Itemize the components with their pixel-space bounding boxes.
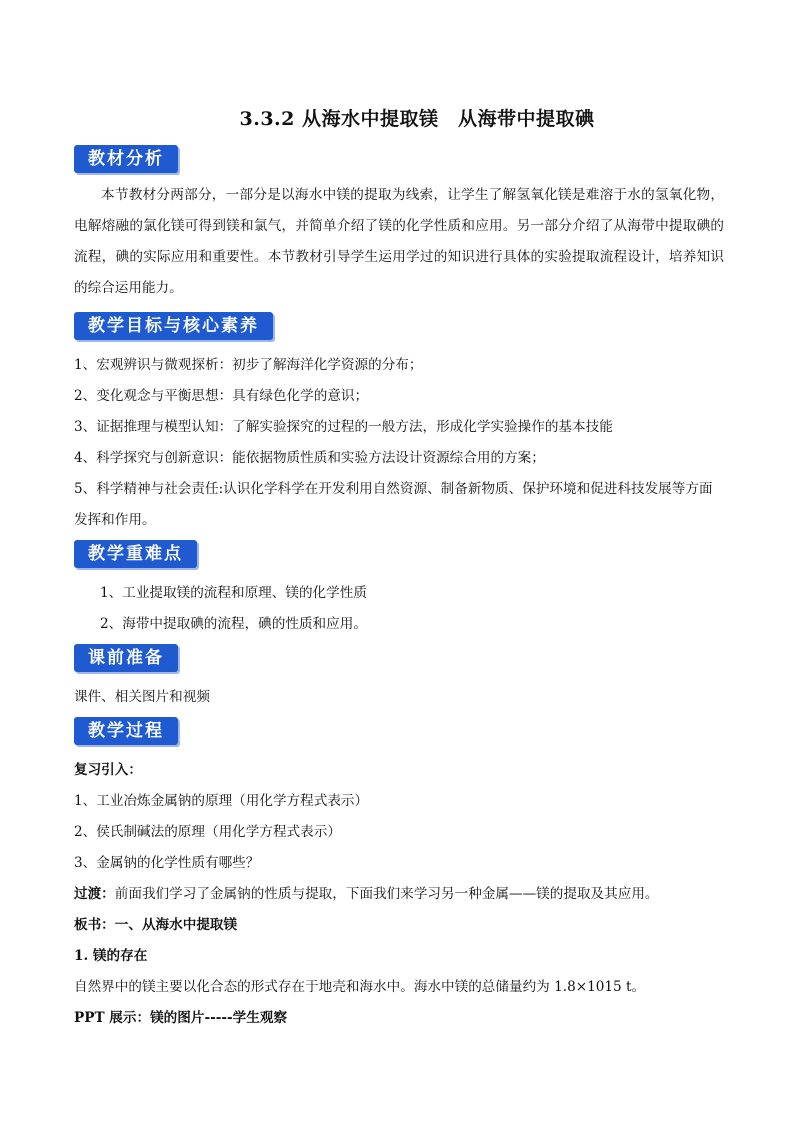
keypoint-item-1: 1、工业提取镁的流程和原理、镁的化学性质 bbox=[100, 585, 367, 601]
ppt-label: PPT 展示：镁的图片-----学生观察 bbox=[74, 1010, 288, 1026]
section-heading-goals: 教学目标与核心素养 bbox=[74, 312, 273, 340]
goal-item-2: 2、变化观念与平衡思想：具有绿色化学的意识； bbox=[74, 388, 369, 404]
goal-item-5-cont: 发挥和作用。 bbox=[74, 512, 156, 528]
document-title: 3.3.2 从海水中提取镁 从海带中提取碘 bbox=[239, 108, 595, 130]
transition-line bbox=[74, 882, 734, 902]
goal-item-3: 3、证据推理与模型认知：了解实验探究的过程的一般方法，形成化学实验操作的基本技能 bbox=[74, 419, 613, 435]
transition-label: 过渡： bbox=[74, 886, 115, 902]
section-heading-process: 教学过程 bbox=[74, 717, 178, 745]
transition-text: 前面我们学习了金属钠的性质与提取，下面我们来学习另一种金属——镁的提取及其应用。 bbox=[114, 886, 659, 902]
prep-text: 课件、相关图片和视频 bbox=[74, 689, 210, 705]
review-item-1: 1、工业冶炼金属钠的原理（用化学方程式表示） bbox=[74, 793, 369, 809]
board-label: 板书：一、从海水中提取镁 bbox=[74, 917, 238, 933]
review-label: 复习引入： bbox=[74, 762, 142, 778]
review-item-2: 2、侯氏制碱法的原理（用化学方程式表示） bbox=[74, 824, 341, 840]
section-heading-keypoints: 教学重难点 bbox=[74, 540, 197, 568]
analysis-paragraph: 本节教材分两部分，一部分是以海水中镁的提取为线索，让学生了解氢氧化镁是难溶于水的氢氧化物，电解熔融的氯化镁可得到镁和氯气，并简单介绍了镁的化学性质和应用。另一部分介绍了从海带中提取碘的流程，碘的实际应用和重要性。本节教材引导学生运用学过的知识进行具体的实验提取流程设计，培养知识的综合运用能力。 bbox=[74, 187, 724, 296]
review-item-3: 3、金属钠的化学性质有哪些？ bbox=[74, 855, 260, 871]
section-heading-prep: 课前准备 bbox=[74, 644, 178, 672]
existence-text: 自然界中的镁主要以化合态的形式存在于地壳和海水中。海水中镁的总储量约为 1.8×1015 t。 bbox=[74, 979, 646, 995]
keypoint-item-2: 2、海带中提取碘的流程，碘的性质和应用。 bbox=[100, 616, 367, 632]
section-heading-analysis: 教材分析 bbox=[74, 145, 178, 173]
goal-item-5: 5、科学精神与社会责任:认识化学科学在开发利用自然资源、制备新物质、保护环境和促进科技发展等方面 bbox=[74, 481, 713, 497]
goal-item-1: 1、宏观辨识与微观探析：初步了解海洋化学资源的分布； bbox=[74, 357, 423, 373]
sub-heading-existence: 1. 镁的存在 bbox=[74, 948, 148, 964]
goal-item-4: 4、科学探究与创新意识：能依据物质性质和实验方法设计资源综合用的方案； bbox=[74, 450, 545, 466]
